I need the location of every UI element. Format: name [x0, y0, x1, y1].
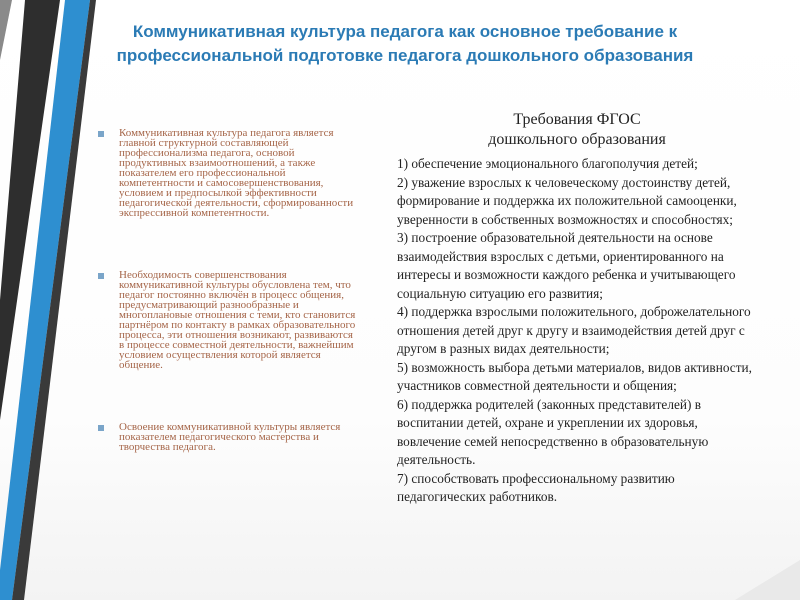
- bullet-item: [98, 128, 356, 218]
- bullet-text: Освоение коммуникативной культуры является показателем педагогического мастерства и творчества педагога.: [119, 421, 341, 453]
- requirement-item: 5) возможность выбора детьми материалов, видов активности, участников совместной деятельности и общения;: [397, 359, 752, 393]
- requirement-item: 6) поддержка родителей (законных представителей) в воспитании детей, охране и укреплении их здоровья, вовлечение семей непосредственно в образовательную деятельность.: [397, 396, 709, 467]
- right-column: [397, 110, 757, 507]
- requirement-item: 7) способствовать профессиональному развитию педагогических работников.: [397, 470, 675, 504]
- stripe-gray-right: [735, 560, 800, 600]
- bullet-square-icon: [98, 131, 104, 137]
- slide-title: Коммуникативная культура педагога как основное требование к профессиональной подготовке педагога дошкольного образования: [116, 22, 694, 65]
- bullet-text: Необходимость совершенствования коммуникативной культуры обусловлена тем, что педагог постоянно включён в процесс общения, предусматривающий разнообразные и многоплановые отношения с теми, кто становится партнёром по контакту в рамках образовательного процесса, эти отношения возникают, развиваются в процессе совместной деятельности, важнейшим условием осуществления которой является общение.: [119, 269, 356, 371]
- requirements-heading: [397, 110, 757, 150]
- bullet-item: [98, 422, 356, 452]
- requirement-item: 3) построение образовательной деятельности на основе взаимодействия взрослых с детьми, ориентированного на интересы и возможности каждого ребенка и учитывающего социальную ситуацию его развития;: [397, 230, 736, 301]
- bullet-item: [98, 270, 356, 370]
- left-column: [98, 128, 356, 452]
- bullet-square-icon: [98, 425, 104, 431]
- requirements-heading-line2: дошкольного образования: [488, 131, 666, 148]
- stripe-gray: [0, 0, 12, 60]
- requirements-heading-line1: Требования ФГОС: [513, 111, 641, 128]
- requirement-item: 1) обеспечение эмоционального благополучия детей;: [397, 156, 698, 171]
- bullet-square-icon: [98, 273, 104, 279]
- bullet-text: Коммуникативная культура педагога является главной структурной составляющей профессионализма педагога, основой продуктивных взаимоотношений, а также показателем его профессиональной компетентности и самосовершенствования, условием и предпосылкой эффективности педагогической деятельности, сформированности экспрессивной компетентности.: [119, 127, 354, 219]
- requirement-item: 4) поддержка взрослыми положительного, доброжелательного отношения детей друг к другу и взаимодействия детей друг с другом в разных видах деятельности;: [397, 304, 751, 356]
- requirement-item: 2) уважение взрослых к человеческому достоинству детей, формирование и поддержка их положительной самооценки, уверенности в собственных возможностях и способностях;: [397, 174, 737, 227]
